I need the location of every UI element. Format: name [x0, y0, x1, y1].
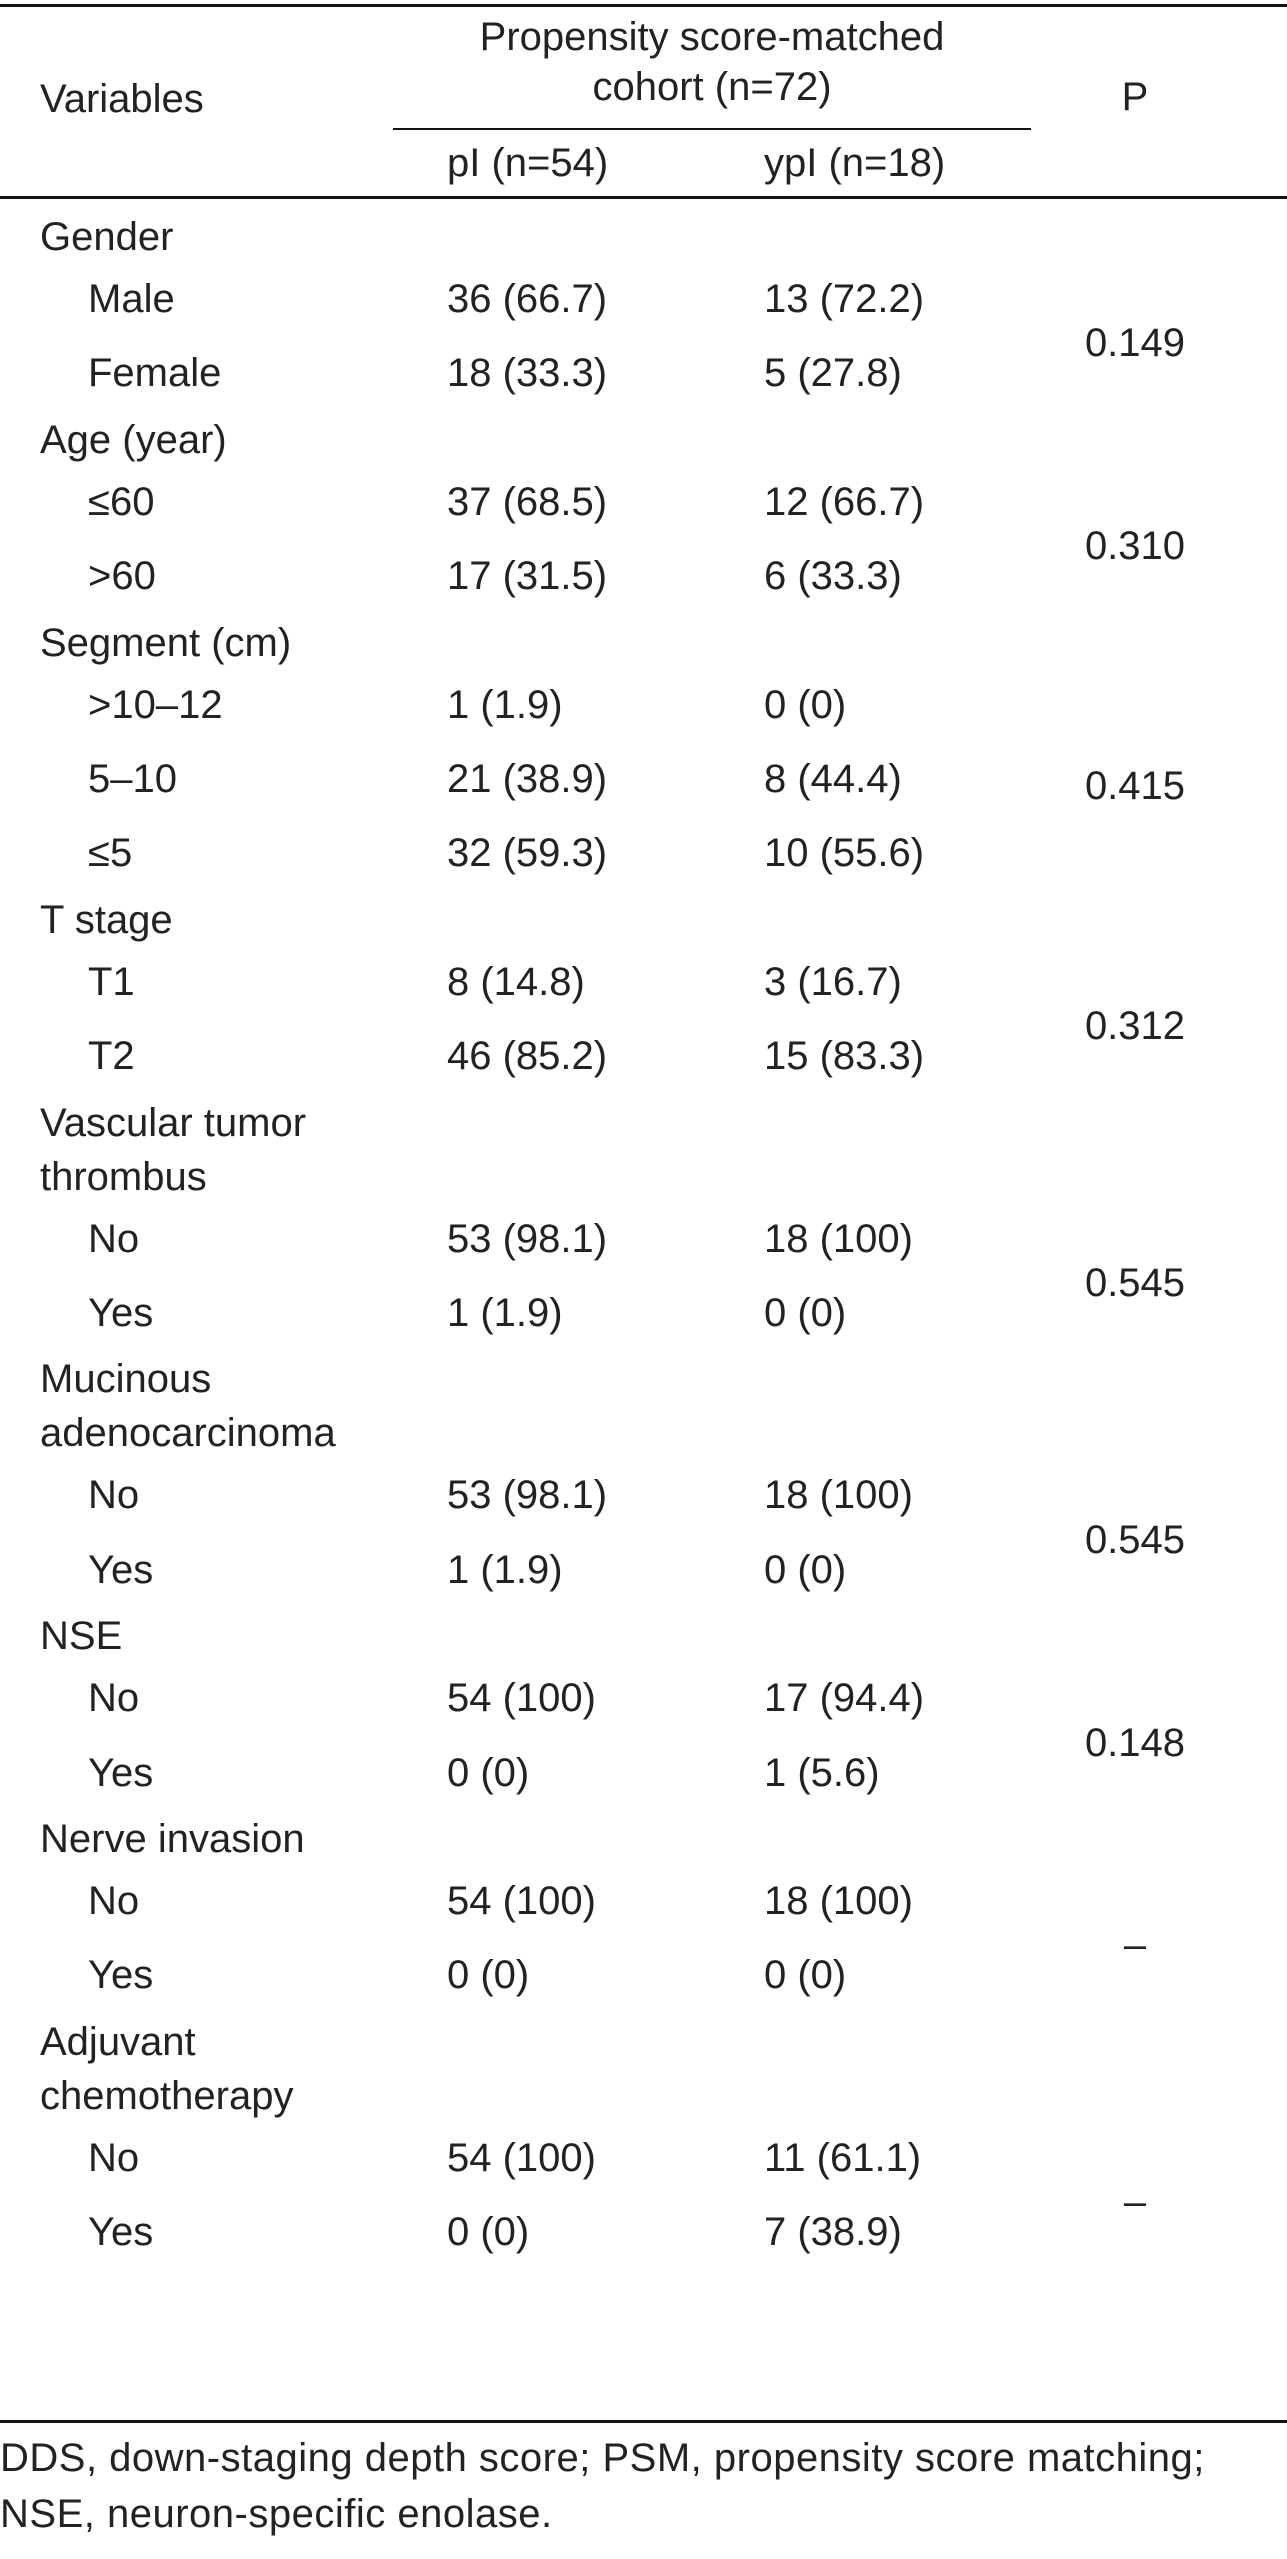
header-p: P [1121, 75, 1149, 119]
bottom-rule [0, 2420, 1287, 2423]
header-group-line2: cohort (n=72) [592, 65, 832, 109]
value-pi: 36 (66.7) [447, 277, 608, 321]
level-label: Yes [88, 1953, 154, 1998]
value-ypi: 5 (27.8) [764, 351, 902, 396]
value-ypi: 0 (0) [764, 682, 847, 727]
p-value: 0.545 [1084, 1261, 1186, 1305]
value-pi: 21 (38.9) [447, 757, 608, 801]
value-pi: 46 (85.2) [447, 1034, 608, 1079]
value-ypi: 7 (38.9) [764, 2210, 902, 2255]
level-label: Yes [88, 2210, 154, 2255]
value-pi: 17 (31.5) [447, 554, 608, 599]
p-value: 0.148 [1084, 1720, 1186, 1765]
level-label: T1 [88, 959, 135, 1004]
p-value: 0.312 [1084, 1004, 1186, 1049]
level-label: >60 [88, 554, 156, 599]
level-label: T2 [88, 1034, 135, 1079]
value-pi: 0 (0) [447, 1750, 530, 1795]
level-label: 5–10 [88, 757, 177, 801]
header-group-line1: Propensity score-matched [479, 15, 945, 59]
value-pi: 1 (1.9) [447, 1547, 563, 1592]
value-pi: 37 (68.5) [447, 479, 608, 524]
value-ypi: 18 (100) [764, 1216, 913, 1261]
value-pi: 54 (100) [447, 1676, 596, 1721]
value-ypi: 18 (100) [764, 1879, 913, 1923]
p-value: – [1123, 1923, 1147, 1968]
level-label: No [88, 1473, 140, 1518]
variable-label: Nerve invasion [40, 1817, 305, 1861]
level-label: No [88, 2135, 140, 2180]
level-label: Yes [88, 1750, 154, 1795]
level-label: No [88, 1216, 140, 1261]
variable-label-cont: chemotherapy [40, 2073, 294, 2118]
value-pi: 18 (33.3) [447, 351, 608, 396]
value-ypi: 12 (66.7) [764, 479, 925, 524]
variable-label-cont: thrombus [40, 1154, 207, 1199]
p-value: 0.149 [1084, 321, 1186, 366]
value-ypi: 11 (61.1) [764, 2135, 922, 2180]
level-label: ≤5 [88, 831, 133, 876]
variable-label: Age (year) [40, 417, 227, 462]
value-pi: 1 (1.9) [447, 682, 563, 727]
variable-label: Gender [40, 215, 174, 259]
level-label: Female [88, 351, 222, 396]
variable-label: Adjuvant [40, 2019, 196, 2064]
level-label: No [88, 1676, 140, 1721]
header-col2: ypI (n=18) [764, 141, 946, 185]
value-ypi: 13 (72.2) [764, 277, 925, 321]
level-label: Male [88, 277, 175, 321]
value-pi: 32 (59.3) [447, 831, 608, 876]
p-value: 0.310 [1084, 524, 1186, 569]
variable-label: Vascular tumor [40, 1100, 307, 1145]
variable-label: NSE [40, 1614, 123, 1659]
level-label: Yes [88, 1547, 154, 1592]
level-label: Yes [88, 1291, 154, 1335]
variable-label: Segment (cm) [40, 620, 292, 665]
variable-label: T stage [40, 897, 173, 942]
value-pi: 1 (1.9) [447, 1291, 563, 1335]
p-value: 0.545 [1084, 1517, 1186, 1562]
header-rule [0, 196, 1287, 199]
value-ypi: 3 (16.7) [764, 959, 902, 1004]
value-pi: 53 (98.1) [447, 1473, 608, 1518]
value-ypi: 0 (0) [764, 1953, 847, 1998]
value-ypi: 8 (44.4) [764, 757, 902, 801]
variable-label-cont: adenocarcinoma [40, 1411, 336, 1456]
value-ypi: 17 (94.4) [764, 1676, 925, 1721]
value-ypi: 1 (5.6) [764, 1750, 880, 1795]
level-label: >10–12 [88, 682, 223, 727]
value-pi: 8 (14.8) [447, 959, 585, 1004]
value-pi: 0 (0) [447, 1953, 530, 1998]
level-label: ≤60 [88, 479, 155, 524]
value-pi: 0 (0) [447, 2210, 530, 2255]
value-ypi: 18 (100) [764, 1473, 913, 1518]
header-col1: pI (n=54) [447, 141, 609, 185]
variable-label: Mucinous [40, 1357, 212, 1402]
value-ypi: 6 (33.3) [764, 554, 902, 599]
p-value: – [1123, 2180, 1147, 2225]
level-label: No [88, 1879, 140, 1923]
header-subrule [393, 128, 1031, 130]
table-footnote: DDS, down-staging depth score; PSM, propensity score matching; NSE, neuron-specific enolase. [0, 2436, 1205, 2536]
header-variables: Variables [40, 77, 204, 121]
value-pi: 53 (98.1) [447, 1216, 608, 1261]
value-pi: 54 (100) [447, 2135, 596, 2180]
value-ypi: 0 (0) [764, 1291, 847, 1335]
value-pi: 54 (100) [447, 1879, 596, 1923]
top-rule [0, 4, 1287, 7]
value-ypi: 15 (83.3) [764, 1034, 925, 1079]
value-ypi: 0 (0) [764, 1547, 847, 1592]
value-ypi: 10 (55.6) [764, 831, 925, 876]
p-value: 0.415 [1084, 764, 1186, 809]
